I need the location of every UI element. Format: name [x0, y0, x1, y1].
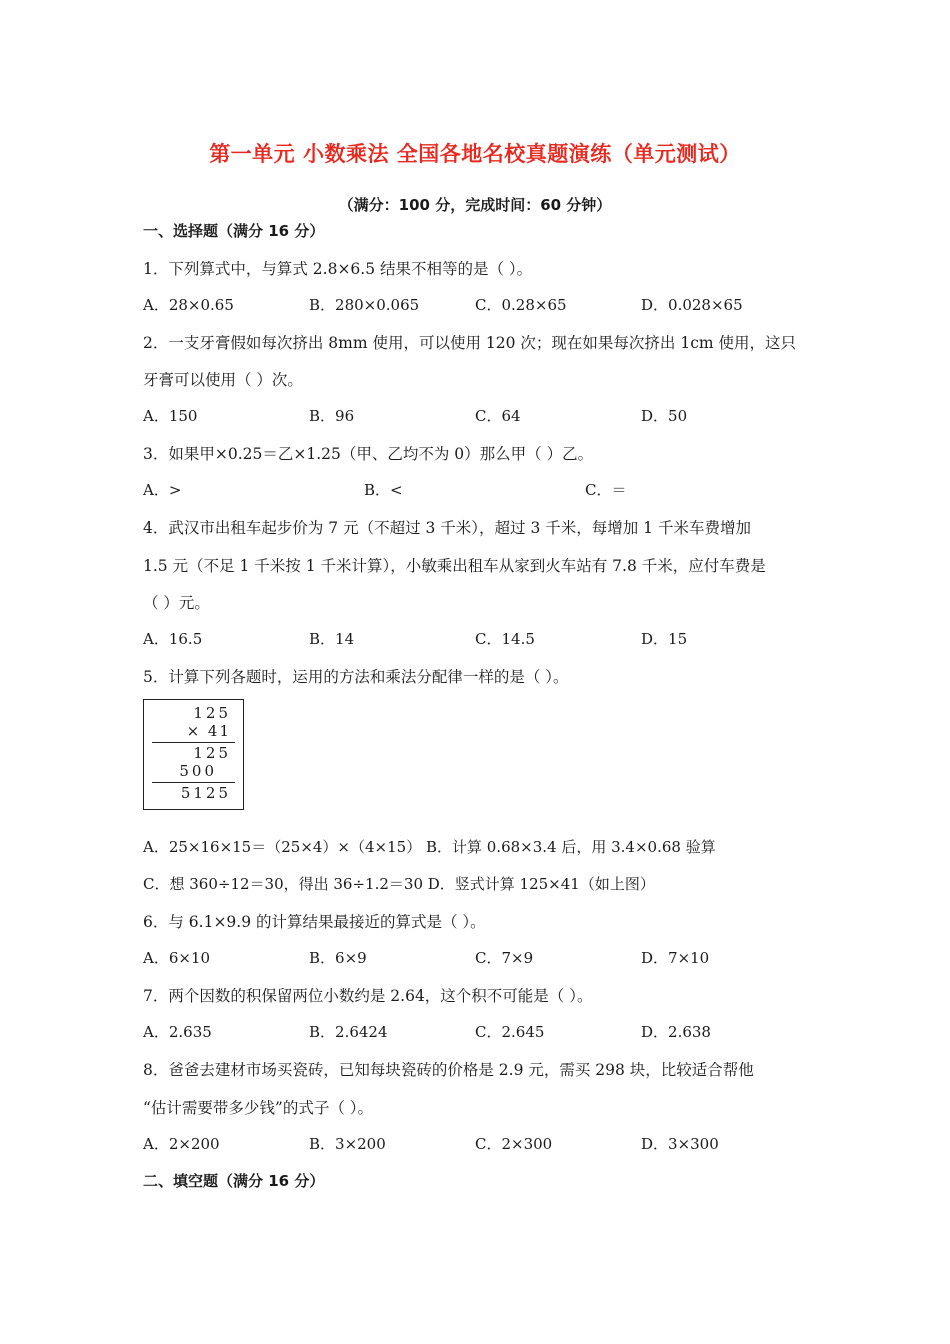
- question-8-option-c: C．2×300: [475, 1135, 553, 1153]
- section-heading-fill-in: 二、填空题（满分 16 分）: [143, 1172, 325, 1190]
- question-2-stem-line-1: 2．一支牙膏假如每次挤出 8mm 使用，可以使用 120 次；现在如果每次挤出 1cm 使用，这只: [143, 334, 797, 352]
- question-1-option-c: C．0.28×65: [475, 296, 567, 314]
- calc-rule-bottom: [152, 782, 235, 783]
- question-1-option-b: B．280×0.065: [309, 296, 420, 314]
- question-6-option-b: B．6×9: [309, 949, 367, 967]
- question-1-option-a: A．28×0.65: [143, 296, 234, 314]
- question-8-stem-line-1: 8．爸爸去建材市场买瓷砖，已知每块瓷砖的价格是 2.9 元，需买 298 块，比较适合帮他: [143, 1061, 754, 1079]
- question-4-option-c: C．14.5: [475, 630, 535, 648]
- question-8-option-a: A．2×200: [143, 1135, 220, 1153]
- question-8-option-b: B．3×200: [309, 1135, 386, 1153]
- question-4-stem-line-1: 4．武汉市出租车起步价为 7 元（不超过 3 千米），超过 3 千米，每增加 1 千米车费增加: [143, 519, 751, 537]
- question-4-option-d: D．15: [641, 630, 688, 648]
- question-7-option-c: C．2.645: [475, 1023, 545, 1041]
- question-3-option-b: B．<: [364, 481, 403, 499]
- question-8-stem-line-2: “估计需要带多少钱”的式子（ ）。: [143, 1099, 374, 1117]
- question-1-option-d: D．0.028×65: [641, 296, 743, 314]
- question-2-option-a: A．150: [143, 407, 198, 425]
- question-7-option-b: B．2.6424: [309, 1023, 388, 1041]
- vertical-multiplication-figure: [143, 699, 244, 810]
- calc-multiplicand: 125: [193, 704, 231, 722]
- question-3-option-a: A．>: [143, 481, 182, 499]
- question-6-option-d: D．7×10: [641, 949, 710, 967]
- question-5-stem: 5．计算下列各题时，运用的方法和乘法分配律一样的是（ ）。: [143, 668, 569, 686]
- question-4-option-b: B．14: [309, 630, 355, 648]
- question-8-option-d: D．3×300: [641, 1135, 719, 1153]
- question-3-stem: 3．如果甲×0.25＝乙×1.25（甲、乙均不为 0）那么甲（ ）乙。: [143, 445, 594, 463]
- question-2-option-d: D．50: [641, 407, 688, 425]
- page-subtitle: （满分：100 分，完成时间：60 分钟）: [338, 196, 612, 214]
- question-2-option-c: C．64: [475, 407, 521, 425]
- calc-product: 5125: [180, 784, 231, 802]
- question-7-option-a: A．2.635: [143, 1023, 212, 1041]
- question-6-stem: 6．与 6.1×9.9 的计算结果最接近的算式是（ ）。: [143, 913, 486, 931]
- calc-partial-1: 125: [193, 744, 231, 762]
- question-1-stem: 1．下列算式中，与算式 2.8×6.5 结果不相等的是（ ）。: [143, 260, 533, 278]
- calc-multiplier: × 41: [186, 722, 231, 740]
- question-2-stem-line-2: 牙膏可以使用（ ）次。: [143, 371, 303, 389]
- question-4-stem-line-3: （ ）元。: [143, 594, 210, 612]
- calc-rule-top: [152, 742, 235, 743]
- question-7-option-d: D．2.638: [641, 1023, 711, 1041]
- question-4-option-a: A．16.5: [143, 630, 203, 648]
- question-3-option-c: C．＝: [585, 481, 627, 499]
- question-2-option-b: B．96: [309, 407, 355, 425]
- question-5-options-ab: A．25×16×15＝（25×4）×（4×15） B．计算 0.68×3.4 后，用 3.4×0.68 验算: [143, 838, 716, 856]
- question-6-option-c: C．7×9: [475, 949, 534, 967]
- question-7-stem: 7．两个因数的积保留两位小数约是 2.64，这个积不可能是（ ）。: [143, 987, 593, 1005]
- question-5-options-cd: C．想 360÷12＝30，得出 36÷1.2＝30 D．竖式计算 125×41（如上图）: [143, 875, 655, 893]
- question-6-option-a: A．6×10: [143, 949, 211, 967]
- calc-partial-2: 500: [179, 762, 217, 780]
- question-4-stem-line-2: 1.5 元（不足 1 千米按 1 千米计算），小敏乘出租车从家到火车站有 7.8 千米，应付车费是: [143, 557, 766, 575]
- page-title: 第一单元 小数乘法 全国各地名校真题演练（单元测试）: [209, 142, 741, 166]
- section-heading-choice: 一、选择题（满分 16 分）: [143, 222, 325, 240]
